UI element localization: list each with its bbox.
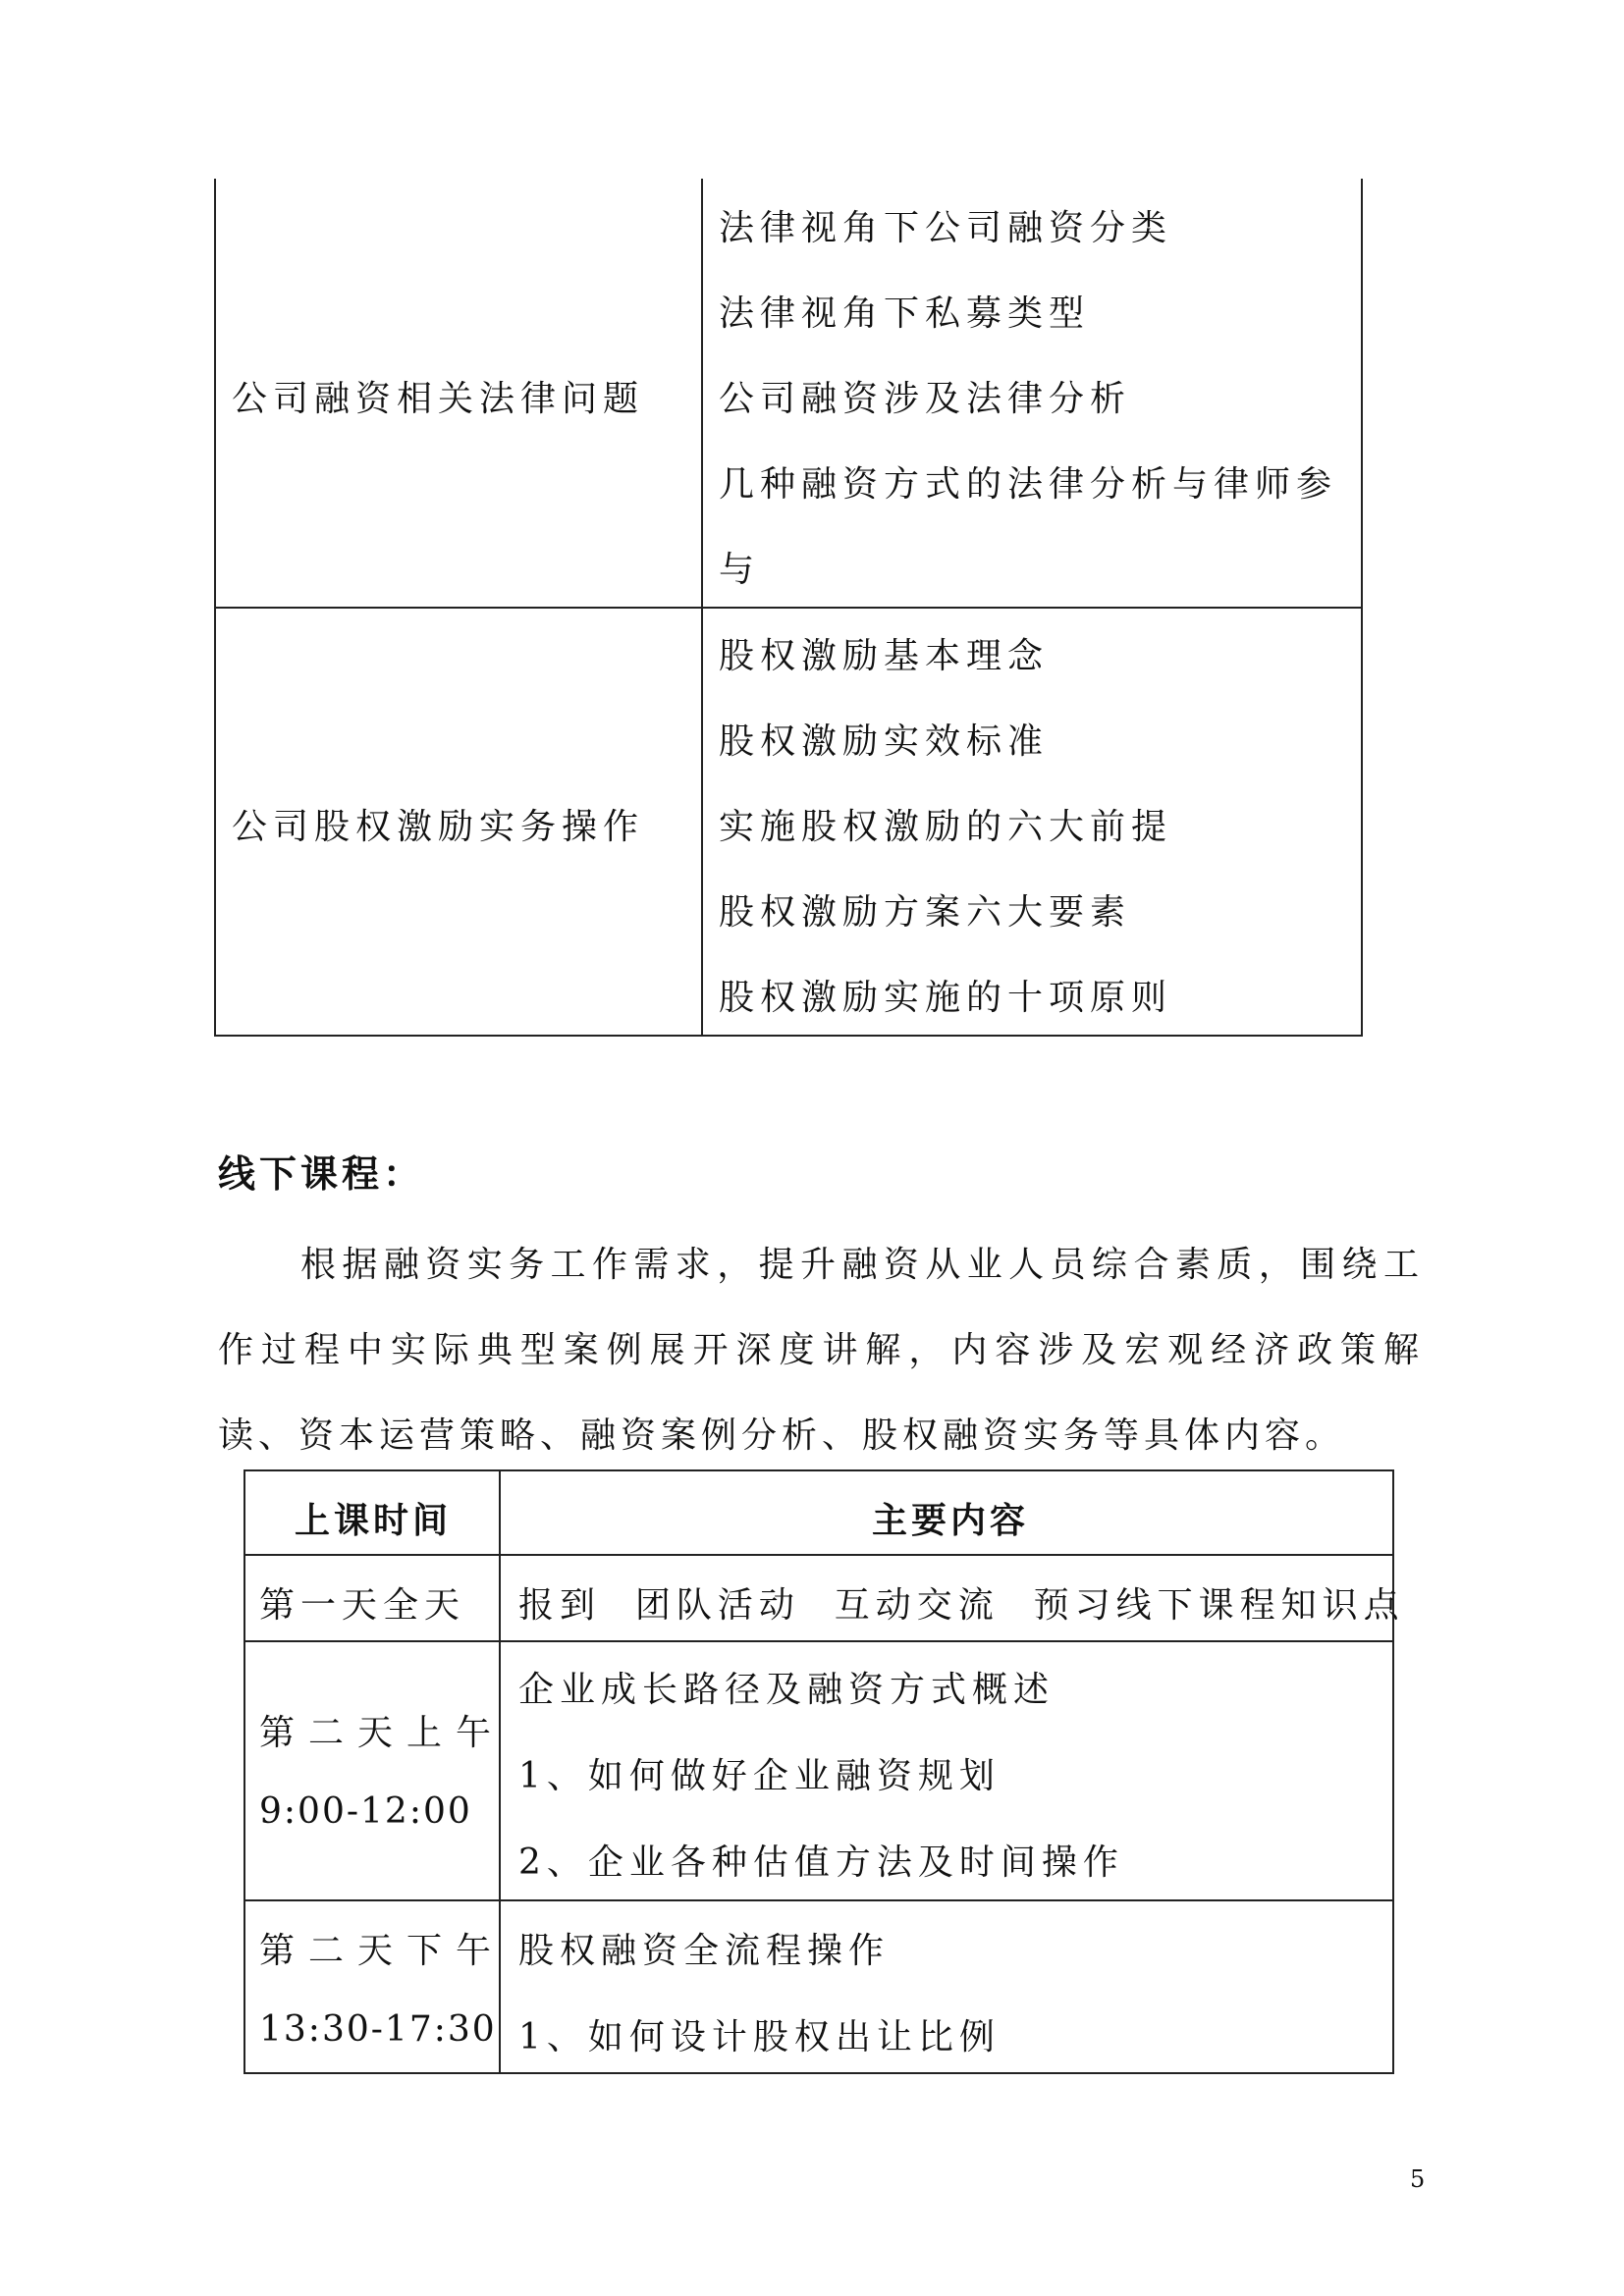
content-line: 报到 团队活动 互动交流 预习线下课程知识点 (518, 1585, 1405, 1626)
topic-item: 与 (719, 550, 761, 590)
time-cell: 第二天上午 (259, 1713, 506, 1753)
topic-item: 股权激励实施的十项原则 (719, 978, 1173, 1018)
header-content: 主要内容 (872, 1500, 1030, 1541)
table-border-top (244, 1469, 1394, 1471)
topic-item: 实施股权激励的六大前提 (719, 807, 1173, 847)
table-border-middle (499, 1469, 501, 2074)
content-line: 1、如何做好企业融资规划 (518, 1756, 1001, 1796)
table-row-divider (214, 607, 1363, 609)
time-cell: 第一天全天 (259, 1585, 466, 1626)
content-line: 2、企业各种估值方法及时间操作 (518, 1842, 1124, 1883)
time-range: 13:30-17:30 (259, 2009, 497, 2050)
section-heading: 线下课程： (218, 1151, 425, 1196)
table-row-divider (244, 1640, 1394, 1642)
section-paragraph: 根据融资实务工作需求，提升融资从业人员综合素质，围绕工作过程中实际典型案例展开深度讲解，内容涉及宏观经济政策解读、资本运营策略、融资案例分析、股权融资实务等具体内容。 (218, 1245, 1424, 1456)
table-row-divider (244, 1899, 1394, 1901)
table-border-bottom (244, 2072, 1394, 2074)
topic-item: 公司融资涉及法律分析 (719, 379, 1132, 419)
topic-item: 几种融资方式的法律分析与律师参 (719, 464, 1338, 505)
topic-cell: 公司股权激励实务操作 (232, 807, 645, 847)
page-number: 5 (1410, 2165, 1426, 2193)
table-border-bottom (214, 1035, 1363, 1037)
topic-item: 法律视角下公司融资分类 (719, 208, 1173, 248)
table-border-right (1392, 1469, 1394, 2074)
content-line: 1、如何设计股权出让比例 (518, 2017, 1001, 2057)
topic-item: 股权激励方案六大要素 (719, 892, 1132, 933)
schedule-table (244, 1469, 1405, 2074)
content-line: 企业成长路径及融资方式概述 (518, 1670, 1056, 1710)
topic-item: 法律视角下私募类型 (719, 294, 1091, 334)
table-row-divider (244, 1554, 1394, 1556)
time-range: 9:00-12:00 (259, 1791, 472, 1832)
table-border-left (244, 1469, 245, 2074)
topic-item: 股权激励基本理念 (719, 636, 1050, 676)
header-time: 上课时间 (295, 1500, 453, 1541)
legal-topics-table (214, 179, 1363, 1037)
topic-cell: 公司融资相关法律问题 (232, 379, 645, 419)
topic-item: 股权激励实效标准 (719, 721, 1050, 762)
time-cell: 第二天下午 (259, 1931, 506, 1971)
content-line: 股权融资全流程操作 (518, 1931, 891, 1971)
